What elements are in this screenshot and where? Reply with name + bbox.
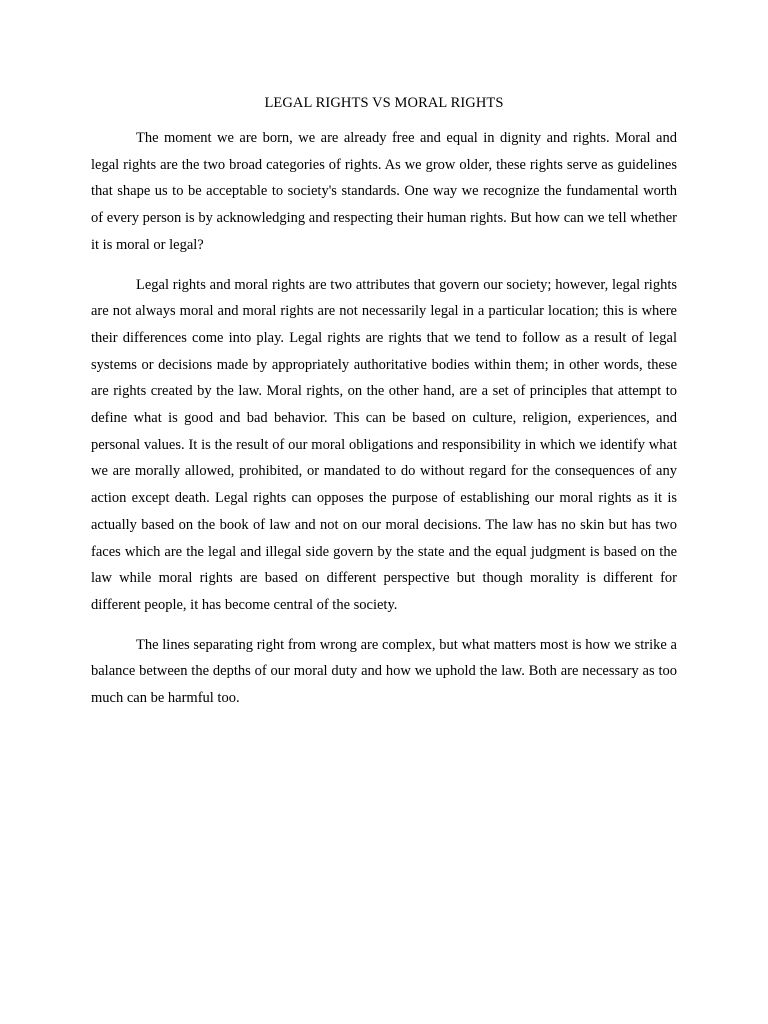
- document-title: LEGAL RIGHTS VS MORAL RIGHTS: [264, 95, 504, 111]
- paragraph-3: The lines separating right from wrong are complex, but what matters most is how we strike a balance between the depths of our moral duty and how we uphold the law. Both are necessary as too much can be harmful too.: [91, 636, 677, 707]
- paragraph-2: Legal rights and moral rights are two attributes that govern our society; however, legal rights are not always moral and moral rights are not necessarily legal in a particular location; this is where their differences come into play. Legal rights are rights that we tend to follow as a result of legal systems or decisions made by appropriately authoritative bodies within them; in other words, these are rights created by the law. Moral rights, on the other hand, are a set of principles that attempt to define what is good and bad behavior. This can be based on culture, religion, experiences, and personal values. It is the result of our moral obligations and responsibility in which we identify what we are morally allowed, prohibited, or mandated to do without regard for the consequences of any action except death. Legal rights can opposes the purpose of establishing our moral rights as it is actually based on the book of law and not on our moral decisions. The law has no skin but has two faces which are the legal and illegal side govern by the state and the equal judgment is based on the law while moral rights are based on different perspective but though morality is different for different people, it has become central of the society.: [91, 276, 677, 613]
- paragraph-1: The moment we are born, we are already free and equal in dignity and rights. Moral and legal rights are the two broad categories of rights. As we grow older, these rights serve as guidelines that shape us to be acceptable to society's standards. One way we recognize the fundamental worth of every person is by acknowledging and respecting their human rights. But how can we tell whether it is moral or legal?: [91, 130, 677, 253]
